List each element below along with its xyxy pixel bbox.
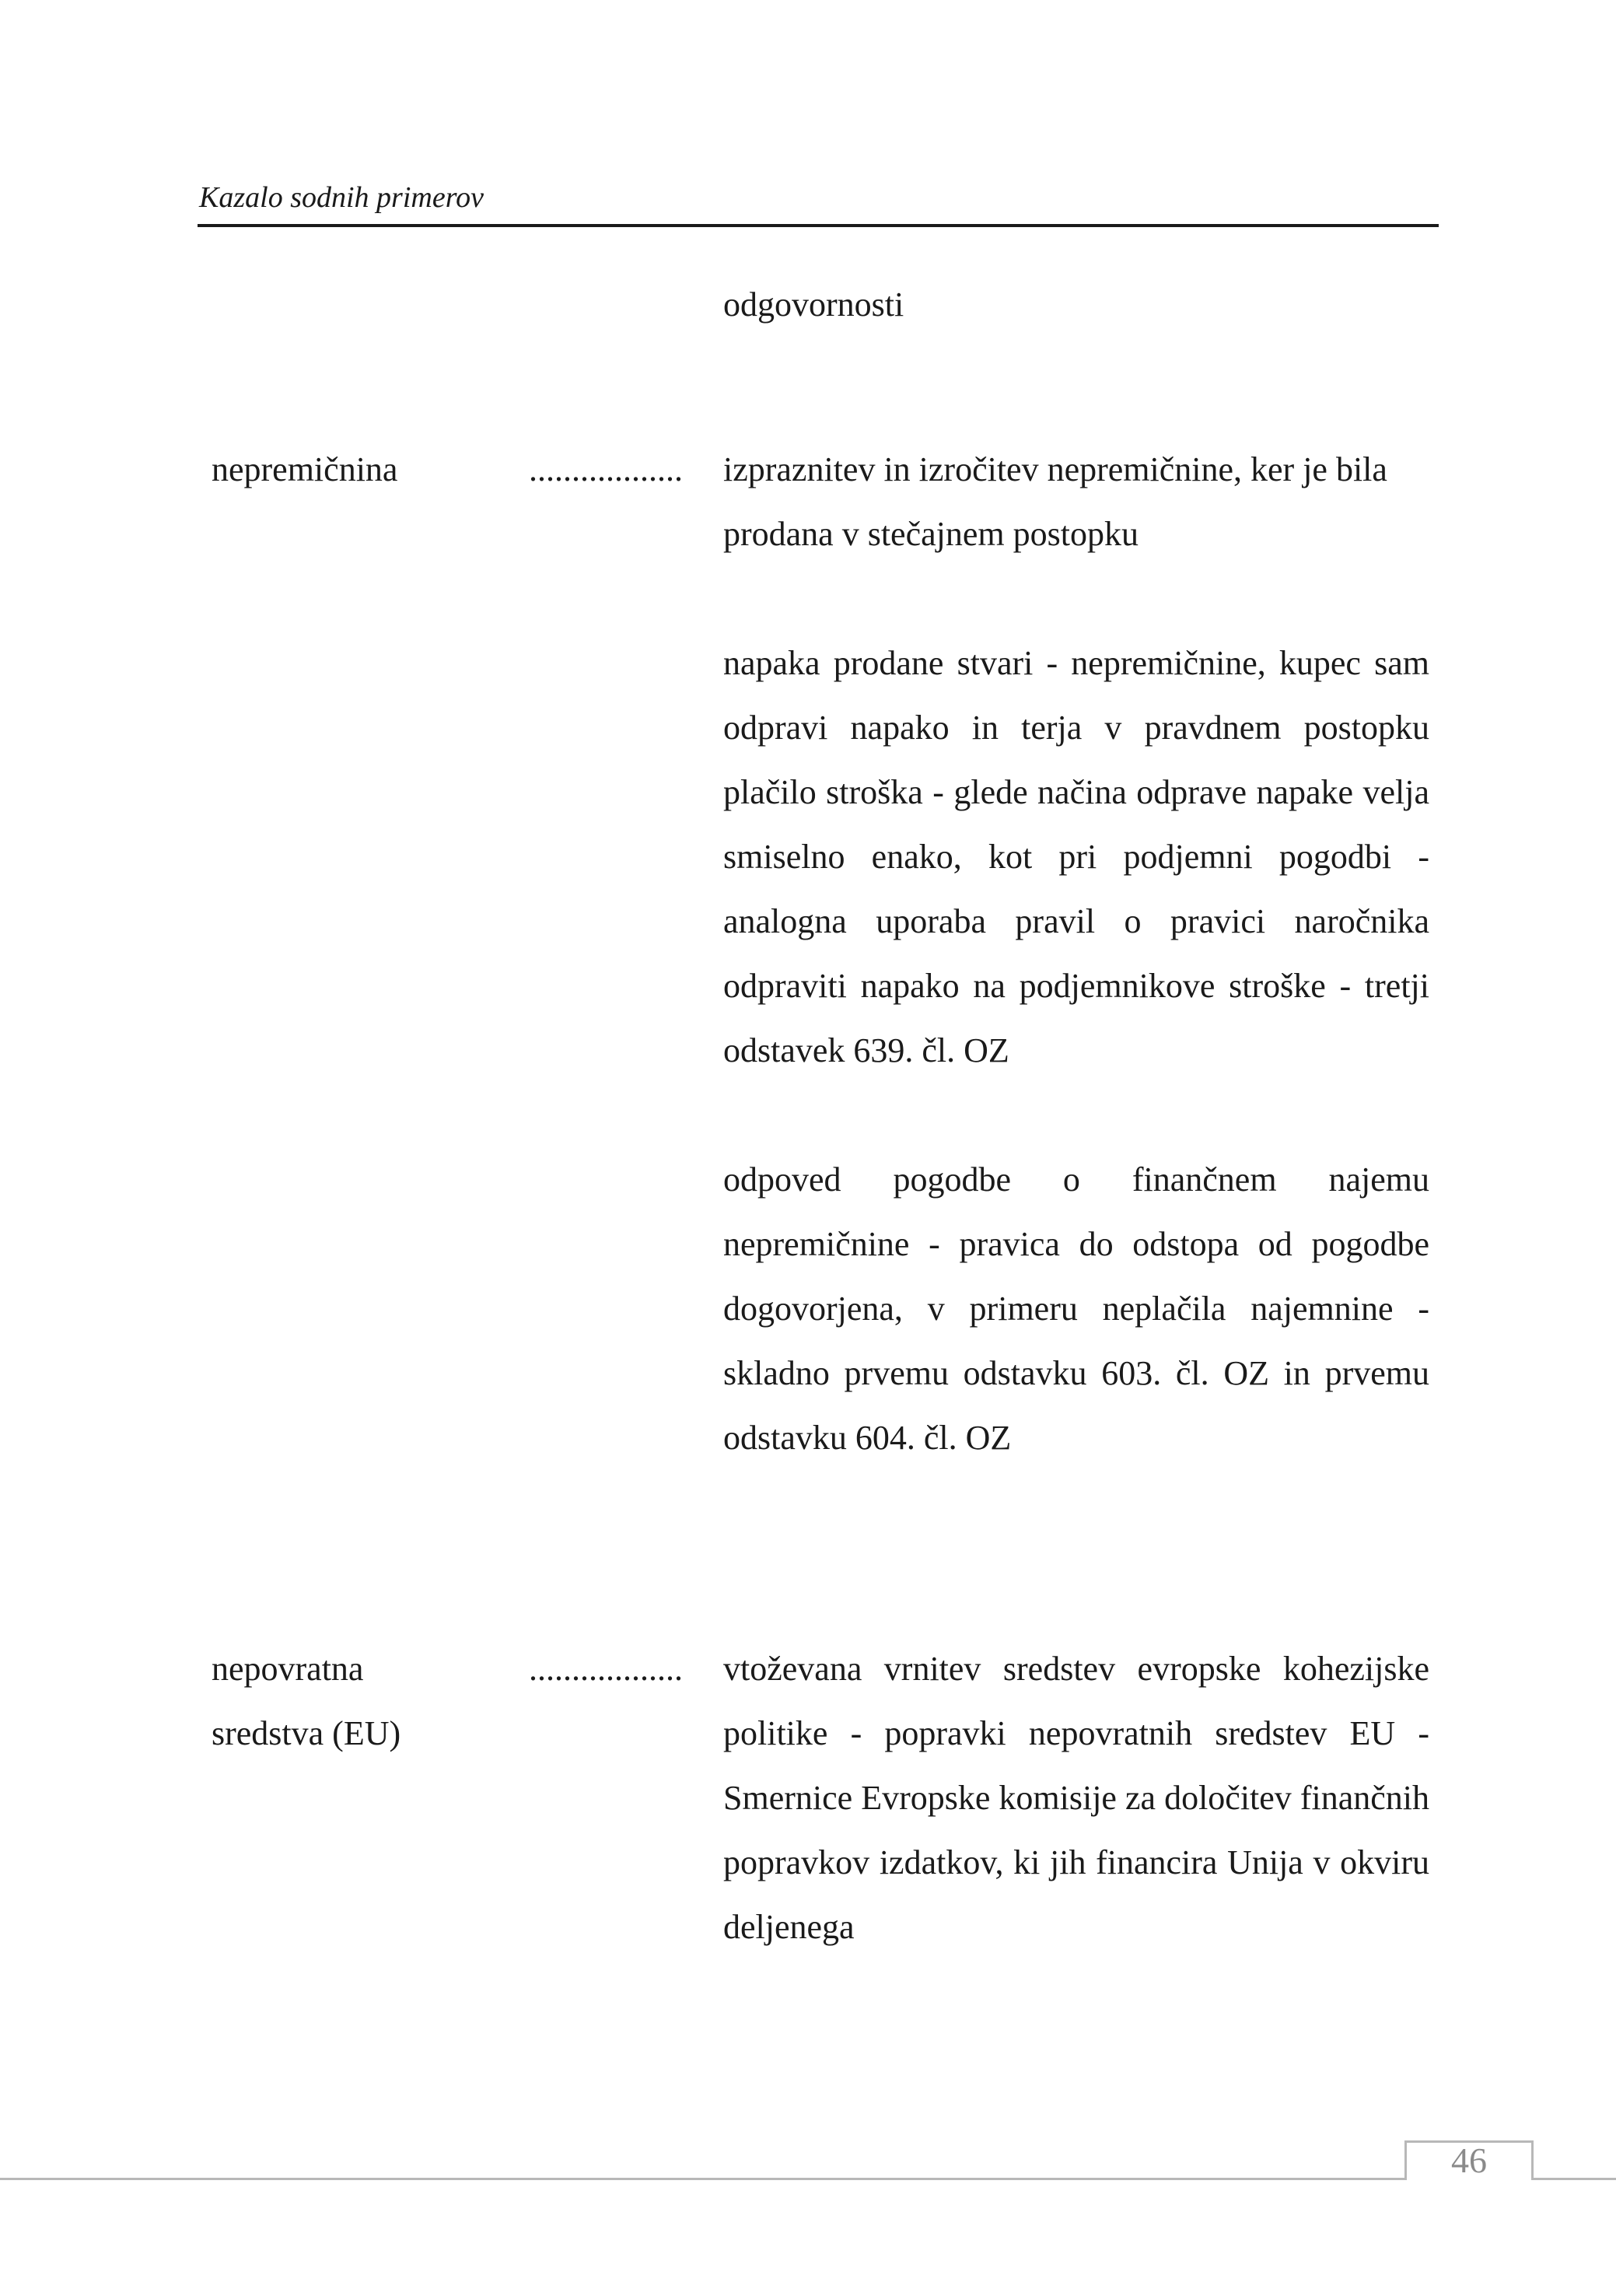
definition-text: izpraznitev in izročitev nepremičnine, ker je bila prodana v stečajnem postopku <box>723 450 1387 553</box>
dot-leader: .................. <box>529 450 683 488</box>
continued-definition: odgovornosti <box>723 285 904 324</box>
definition-list <box>723 437 1429 1470</box>
dot-leader: .................. <box>529 1650 683 1688</box>
index-term: nepremičnina <box>212 450 398 488</box>
running-header: Kazalo sodnih primerov <box>199 181 484 214</box>
page-number: 46 <box>1451 2140 1487 2180</box>
footer-rule-right <box>1531 2178 1616 2180</box>
definition-text: napaka prodane stvari - nepremičnine, kupec sam odpravi napako in terja v pravdnem postopku plačilo stroška - glede načina odprave napake velja smiselno enako, kot pri podjemni pogodbi - analogna uporaba pravil o pravici naročnika odpraviti napako na podjemnikove stroške - tretji odstavek 639. čl. OZ <box>723 644 1429 1069</box>
header-rule <box>198 224 1439 227</box>
index-term: nepovratna sredstva (EU) <box>212 1650 401 1752</box>
definition-text: vtoževana vrnitev sredstev evropske kohezijske politike - popravki nepovratnih sredstev EU - Smernice Evropske komisije za določitev finančnih popravkov izdatkov, ki jih financira Unija v okviru deljenega <box>723 1650 1429 1946</box>
footer-rule-left <box>0 2178 1406 2180</box>
definition-text: odpoved pogodbe o finančnem najemu nepremičnine - pravica do odstopa od pogodbe dogovorjena, v primeru neplačila najemnine - skladno prvemu odstavku 603. čl. OZ in prvemu odstavku 604. čl. OZ <box>723 1160 1429 1457</box>
definition-list <box>723 1636 1429 1959</box>
